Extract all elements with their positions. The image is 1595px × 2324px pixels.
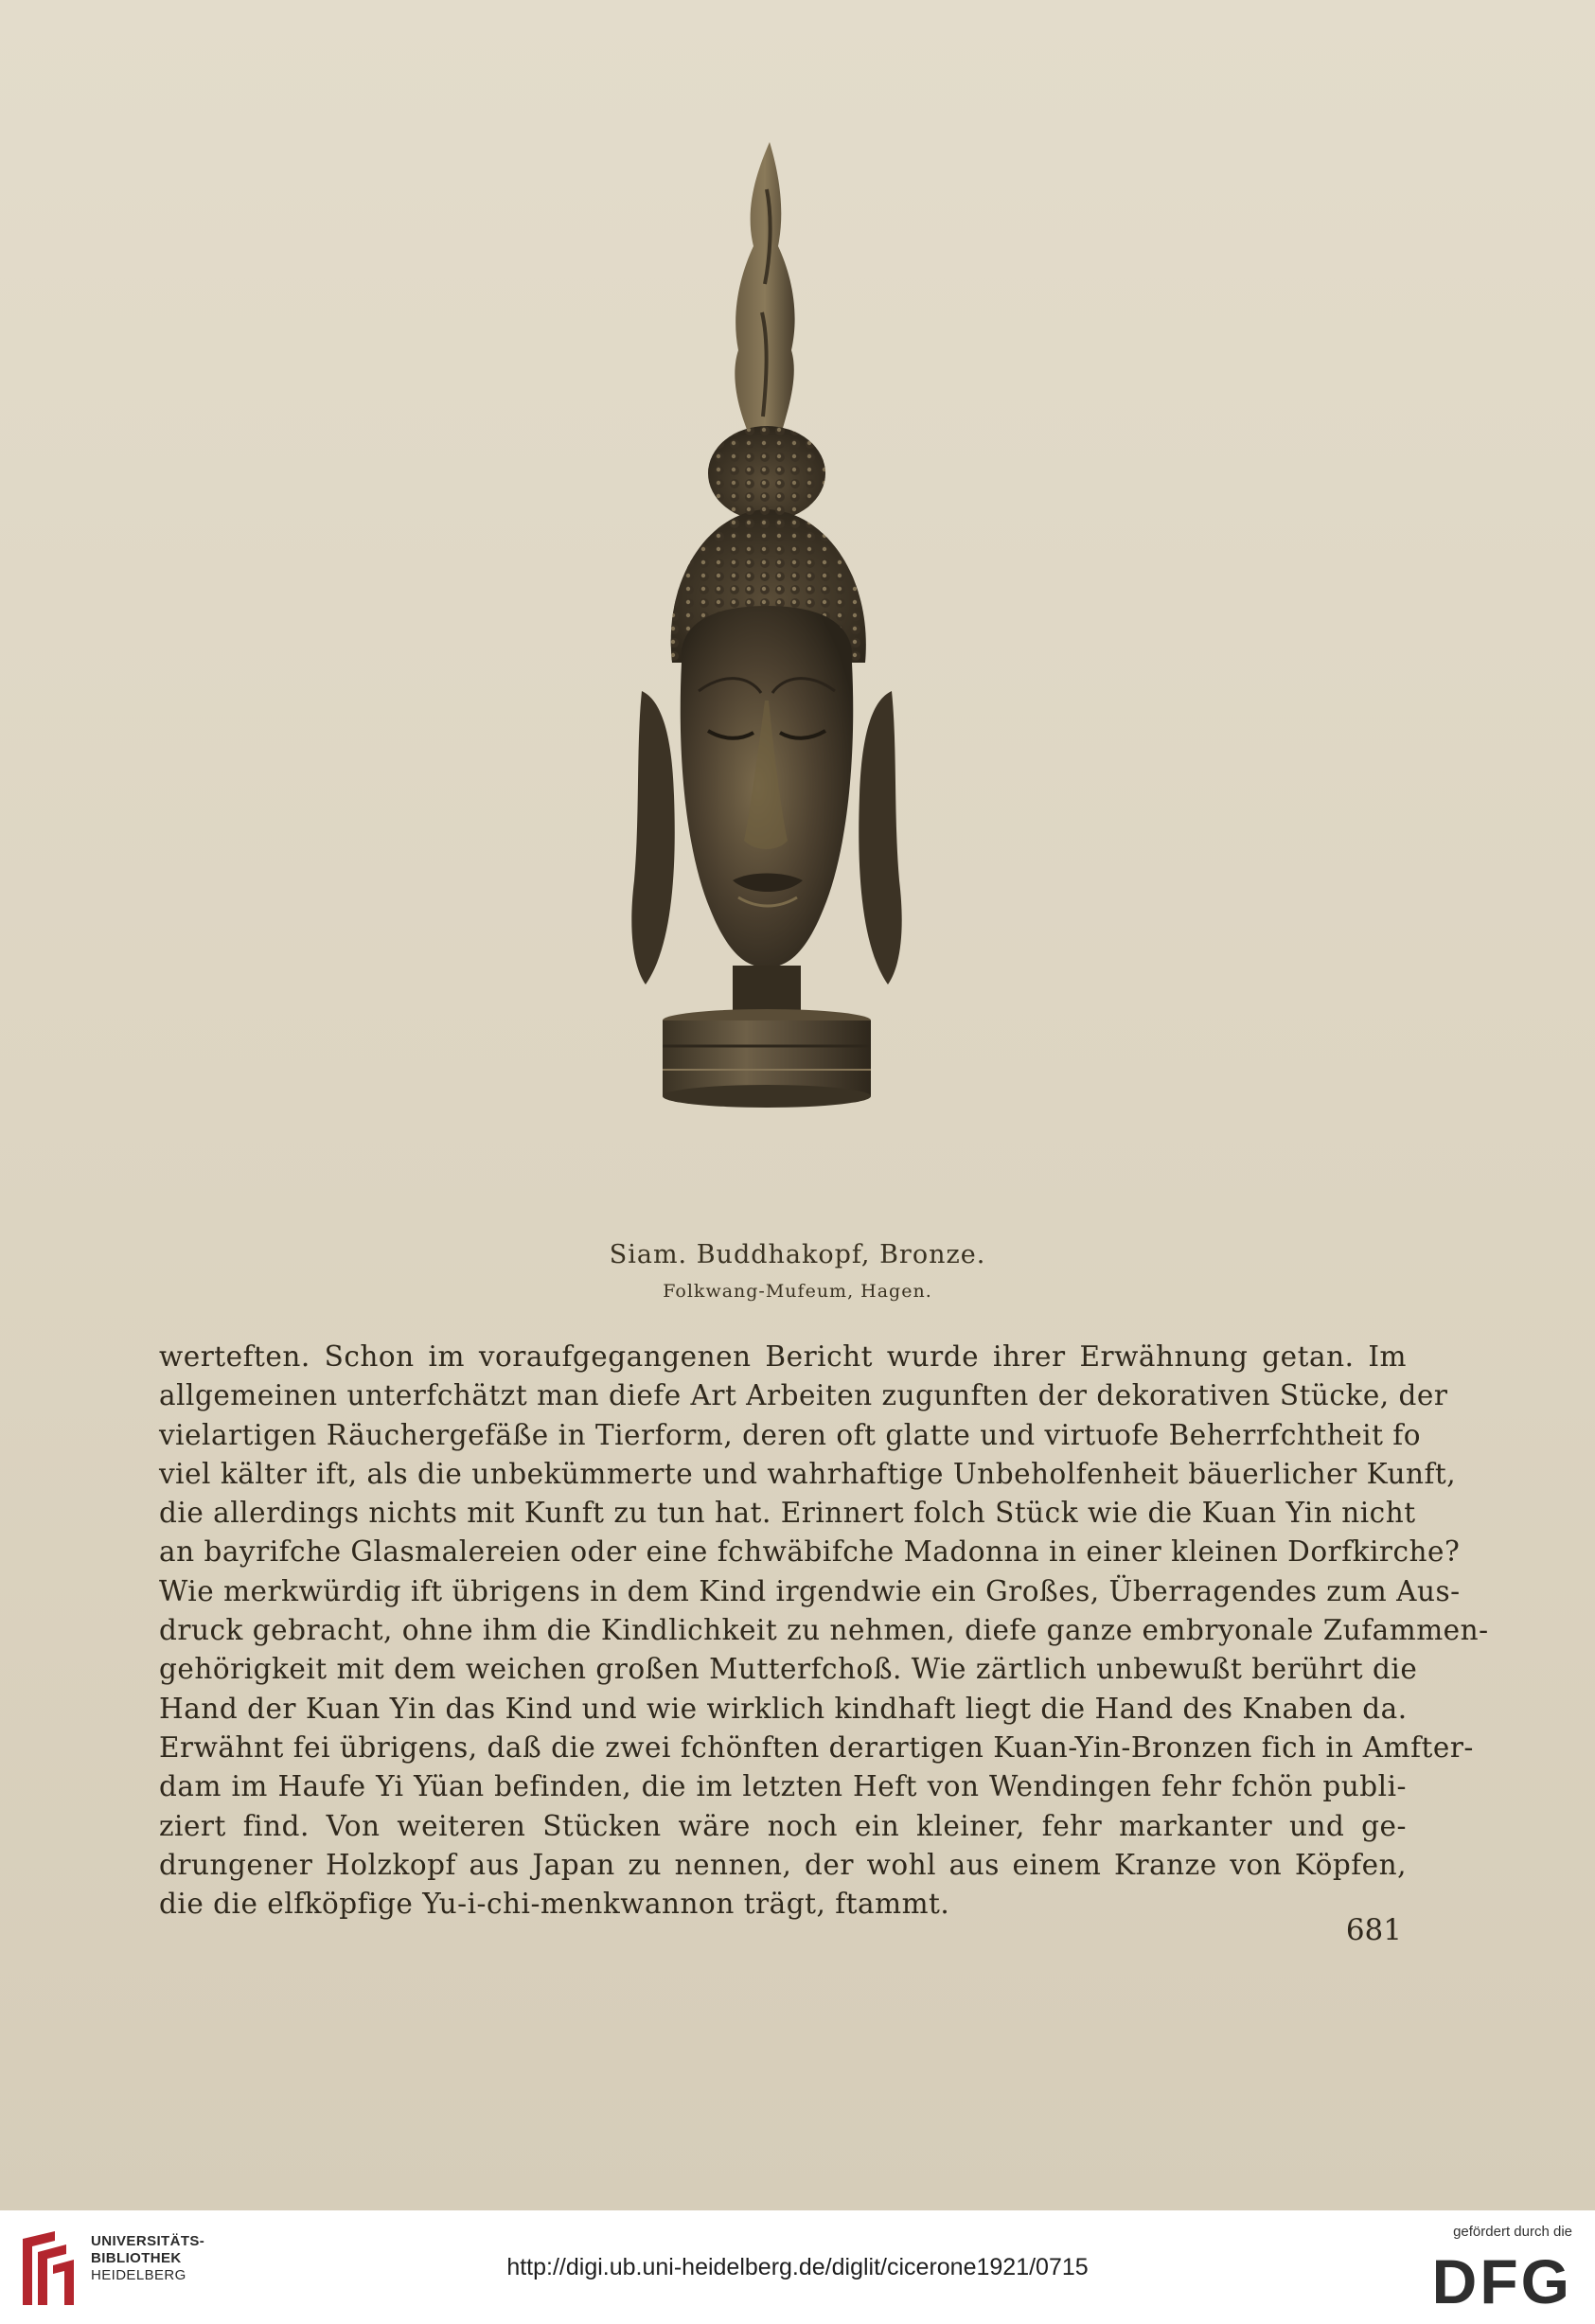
text-line: ziert find. Von weiteren Stücken wäre noch ein kleiner, fehr markanter und ge- xyxy=(159,1809,1407,1842)
text-line: Wie merkwürdig ift übrigens in dem Kind irgendwie ein Großes, Überragendes zum Aus- xyxy=(159,1574,1461,1607)
funding-label: gefördert durch die xyxy=(1453,2224,1572,2240)
text-line: werteften. Schon im voraufgegangenen Bericht wurde ihrer Erwähnung getan. Im xyxy=(159,1340,1407,1373)
text-line: an bayrifche Glasmalereien oder eine fchwäbifche Madonna in einer kleinen Dorfkirche? xyxy=(159,1535,1461,1569)
text-line: allgemeinen unterfchätzt man diefe Art Arbeiten zugunften der dekorativen Stücke, der xyxy=(159,1379,1448,1412)
body-text xyxy=(159,1338,1489,1924)
text-line: drungener Holzkopf aus Japan zu nennen, der wohl aus einem Kranze von Köpfen, xyxy=(159,1848,1407,1881)
text-line: vielartigen Räuchergefäße in Tierform, deren oft glatte und virtuofe Beherrfchtheit fo xyxy=(159,1418,1421,1451)
text-line: die die elfköpfige Yu-i-chi-menkwannon trägt, ftammt. xyxy=(159,1888,950,1921)
text-line: gehörigkeit mit dem weichen großen Mutterfchoß. Wie zärtlich unbewußt berührt die xyxy=(159,1653,1418,1686)
dfg-logo[interactable]: DFG xyxy=(1431,2246,1572,2316)
text-line: Hand der Kuan Yin das Kind und wie wirklich kindhaft liegt die Hand des Knaben da. xyxy=(159,1692,1408,1725)
buddha-head-photo xyxy=(530,133,1003,1212)
library-name: UNIVERSITÄTS- BIBLIOTHEK HEIDELBERG xyxy=(91,2233,205,2283)
figure-caption: Siam. Buddhakopf, Bronze. xyxy=(609,1240,986,1269)
text-line: druck gebracht, ohne ihm die Kindlichkeit zu nehmen, diefe ganze embryonale Zufammen- xyxy=(159,1614,1489,1647)
text-line: viel kälter ift, als die unbekümmerte und wahrhaftige Unbeholfenheit bäuerlicher Kunft, xyxy=(159,1457,1457,1490)
text-line: die allerdings nichts mit Kunft zu tun hat. Erinnert folch Stück wie die Kuan Yin nicht xyxy=(159,1497,1416,1530)
text-line: Erwähnt fei übrigens, daß die zwei fchönften derartigen Kuan-Yin-Bronzen fich in Amfter- xyxy=(159,1730,1474,1764)
digitization-url-link[interactable]: http://digi.ub.uni-heidelberg.de/diglit/cicerone1921/0715 xyxy=(506,2254,1089,2280)
figure-credit: Folkwang-Mufeum, Hagen. xyxy=(663,1281,932,1302)
page-number: 681 xyxy=(1345,1913,1402,1947)
text-line: dam im Haufe Yi Yüan befinden, die im letzten Heft von Wendingen fehr fchön publi- xyxy=(159,1770,1407,1803)
footer-bar xyxy=(0,2210,1595,2324)
